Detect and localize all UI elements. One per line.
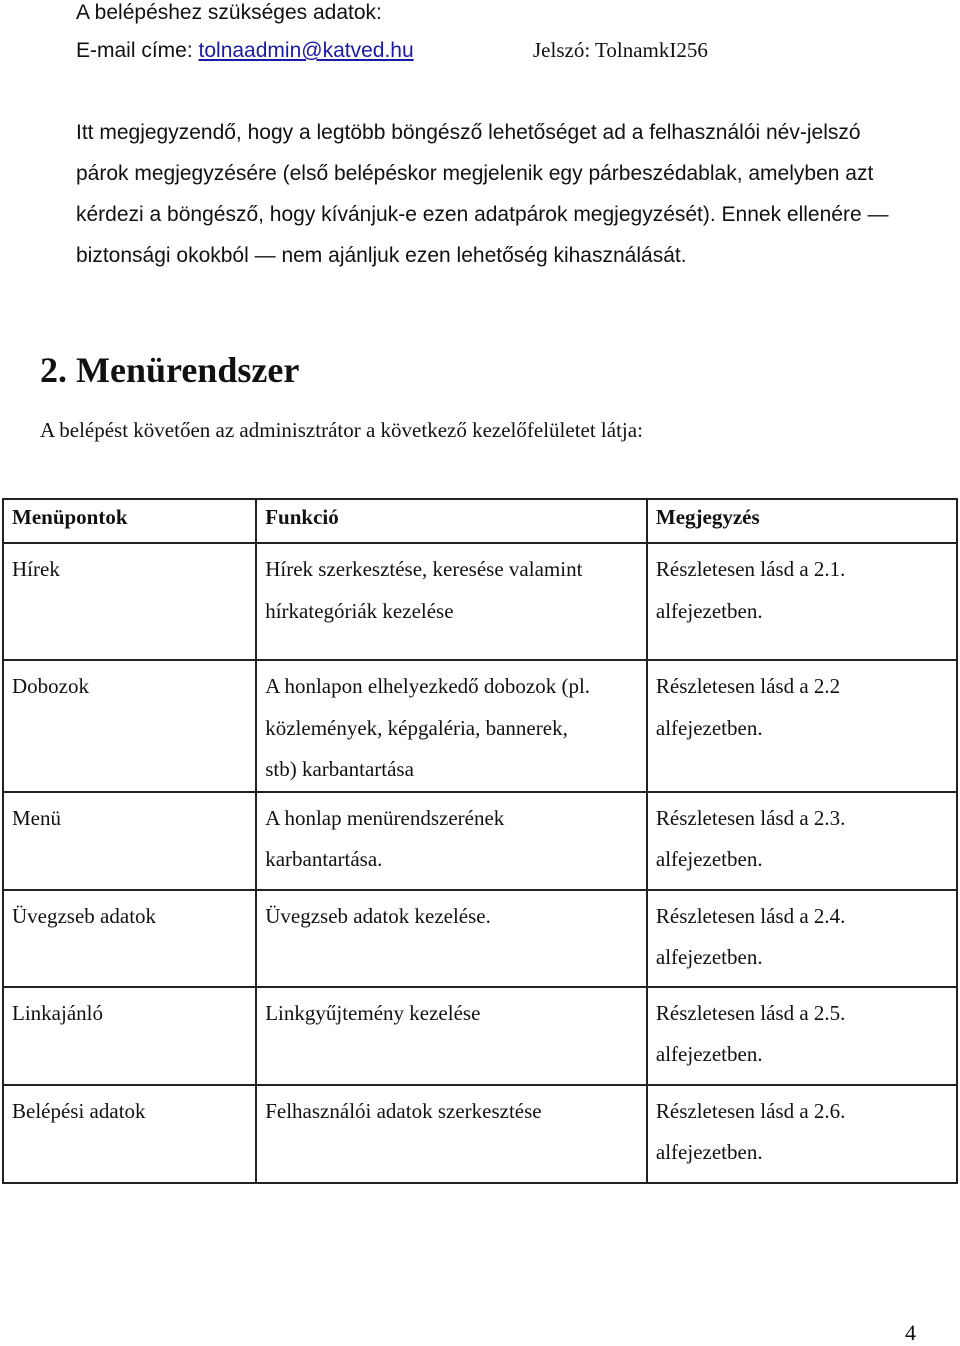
menu-table — [2, 498, 958, 1184]
table-row — [3, 792, 957, 890]
row-note: Részletesen lásd a 2.2 alfejezetben. — [647, 660, 957, 792]
row-note: Részletesen lásd a 2.5. alfejezetben. — [647, 987, 957, 1085]
row-menu: Dobozok — [3, 660, 256, 792]
row-function: Linkgyűjtemény kezelése — [256, 987, 647, 1085]
table-row — [3, 1085, 957, 1183]
row-menu: Üvegzseb adatok — [3, 890, 256, 987]
row-menu: Hírek — [3, 543, 256, 660]
header-function: Funkció — [256, 499, 647, 543]
table-row — [3, 890, 957, 987]
note-line: kérdezi a böngésző, hogy kívánjuk-e ezen adatpárok megjegyzését). Ennek ellenére — — [76, 203, 889, 226]
row-note: Részletesen lásd a 2.4. alfejezetben. — [647, 890, 957, 987]
row-menu: Belépési adatok — [3, 1085, 256, 1183]
row-function: Üvegzseb adatok kezelése. — [256, 890, 647, 987]
row-function: A honlapon elhelyezkedő dobozok (pl. közlemények, képgaléria, bannerek, stb) karbantartása — [256, 660, 647, 792]
row-note: Részletesen lásd a 2.3. alfejezetben. — [647, 792, 957, 890]
section-intro: A belépést követően az adminisztrátor a következő kezelőfelületet látja: — [40, 418, 643, 442]
table-row — [3, 660, 957, 792]
note-line: biztonsági okokból — nem ajánljuk ezen lehetőség kihasználását. — [76, 244, 687, 267]
email-label: E-mail címe: — [76, 39, 199, 62]
email-link[interactable]: tolnaadmin@katved.hu — [198, 39, 414, 62]
table-row — [3, 987, 957, 1085]
password-line — [533, 38, 708, 63]
row-function: Felhasználói adatok szerkesztése — [256, 1085, 647, 1183]
header-menu: Menüpontok — [3, 499, 256, 543]
row-menu: Linkajánló — [3, 987, 256, 1085]
email-line — [76, 38, 414, 63]
row-note: Részletesen lásd a 2.6. alfejezetben. — [647, 1085, 957, 1183]
note-line: párok megjegyzésére (első belépéskor megjelenik egy párbeszédablak, amelyben azt — [76, 162, 874, 185]
row-menu: Menü — [3, 792, 256, 890]
table-row — [3, 543, 957, 660]
row-function: Hírek szerkesztése, keresése valamint hírkategóriák kezelése — [256, 543, 647, 660]
table-header-row — [3, 499, 957, 543]
note-line: Itt megjegyzendő, hogy a legtöbb böngésző lehetőséget ad a felhasználói név-jelszó — [76, 121, 861, 144]
row-function: A honlap menürendszerének karbantartása. — [256, 792, 647, 890]
login-heading: A belépéshez szükséges adatok: — [76, 1, 382, 24]
password-value: TolnamkI256 — [595, 38, 708, 62]
section-title: 2. Menürendszer — [40, 350, 300, 390]
header-note: Megjegyzés — [647, 499, 957, 543]
page-number: 4 — [905, 1320, 916, 1345]
row-note: Részletesen lásd a 2.1. alfejezetben. — [647, 543, 957, 660]
password-label: Jelszó: — [533, 38, 596, 62]
